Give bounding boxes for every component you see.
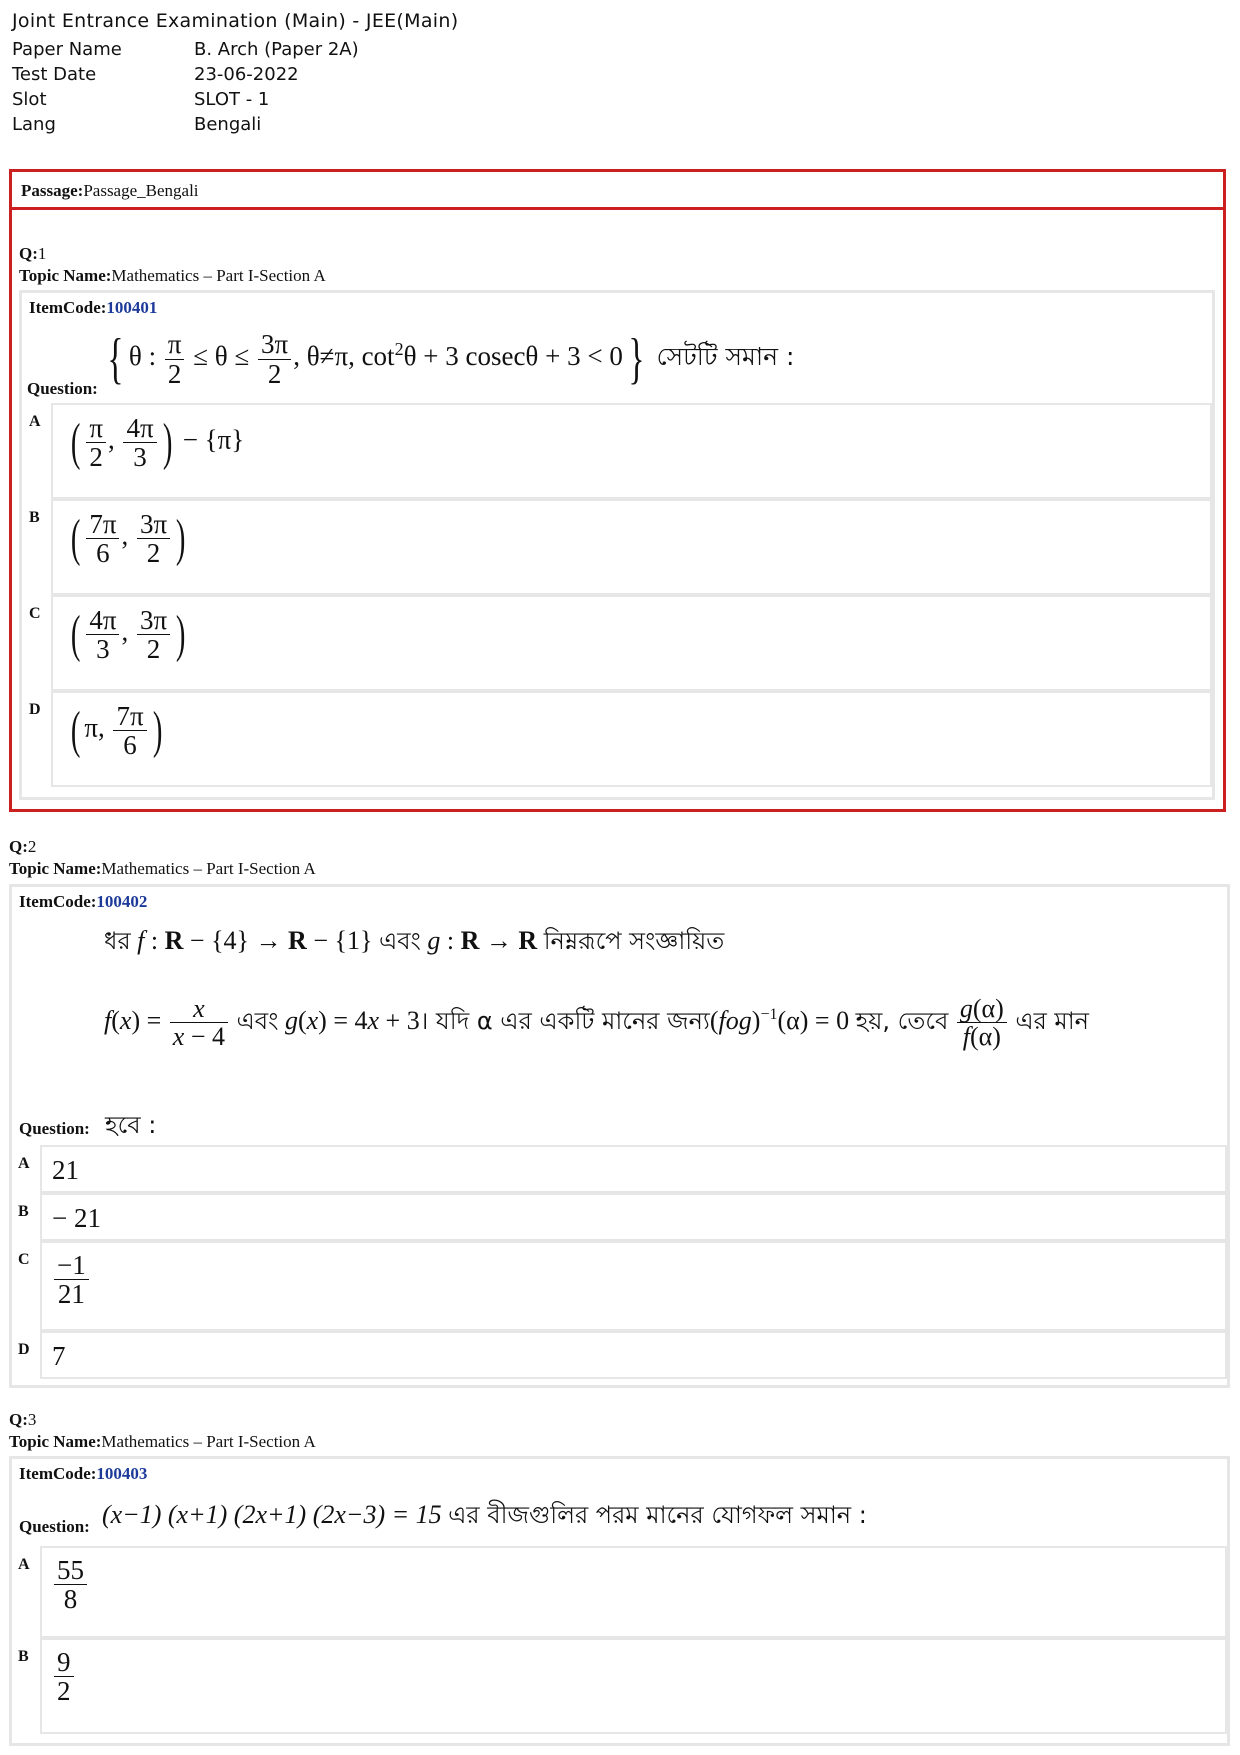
- question-2-tail: হবে :: [105, 1111, 157, 1139]
- option-letter: C: [29, 605, 41, 622]
- topic-name: Mathematics – Part I-Section A: [101, 1432, 316, 1451]
- meta-row: [12, 114, 359, 139]
- option-c[interactable]: [29, 595, 1212, 691]
- option-value: 7: [52, 1341, 66, 1371]
- option-value: ( $\frac{4\pi}{3}$ , $\frac{3\pi}{2}$ ): [70, 604, 186, 664]
- option-letter: D: [29, 701, 41, 718]
- option-value: $\frac{55}{8}$: [52, 1556, 89, 1614]
- meta-row: [12, 39, 359, 64]
- option-b[interactable]: [18, 1193, 1227, 1241]
- option-d[interactable]: [18, 1331, 1227, 1379]
- item-code: ItemCode:100403: [19, 1464, 148, 1483]
- meta-key: Test Date: [12, 64, 97, 85]
- option-value: 21: [52, 1155, 79, 1185]
- option-value: ( $\frac{\pi}{2}$ , $\frac{4\pi}{3}$ ) − {π}: [70, 412, 245, 472]
- question-3-stem: (x−1) (x+1) (2x+1) (2x−3) = 15 এর বীজগুলির পরম মানের যোগফল সমান :: [102, 1500, 867, 1529]
- q-label: Q:: [19, 244, 38, 263]
- option-a[interactable]: [18, 1546, 1227, 1638]
- question-1-stem: { θ : $\frac{\pi}{2}$ ≤ θ ≤ $\frac{3\pi}{2}$ , θ≠π, $\cot^2\theta + 3$ cosecθ + 3 < 0} সেটটি সমান :: [107, 328, 795, 390]
- topic-label: Topic Name:: [9, 1432, 102, 1451]
- item-code: ItemCode:100401: [29, 298, 158, 317]
- question-3-item: [9, 1456, 1230, 1746]
- option-letter: A: [18, 1155, 30, 1172]
- option-letter: B: [18, 1648, 29, 1665]
- option-a[interactable]: [18, 1145, 1227, 1193]
- passage-box: [9, 169, 1226, 812]
- passage-label: Passage:: [21, 181, 84, 200]
- option-letter: A: [29, 413, 41, 430]
- option-letter: D: [18, 1341, 30, 1358]
- option-d[interactable]: [29, 691, 1212, 787]
- topic-name: Mathematics – Part I-Section A: [111, 266, 326, 285]
- option-value: − 21: [52, 1203, 101, 1233]
- meta-key: Lang: [12, 114, 56, 135]
- option-letter: A: [18, 1556, 30, 1573]
- question-1-item: [19, 290, 1215, 800]
- exam-title: Joint Entrance Examination (Main) - JEE(Main): [12, 10, 459, 32]
- option-value: $\frac{9}{2}$: [52, 1648, 76, 1706]
- option-value: ( $\frac{7\pi}{6}$ , $\frac{3\pi}{2}$ ): [70, 508, 186, 568]
- stem-text: সেটটি সমান :: [656, 342, 795, 372]
- exam-header: [12, 10, 458, 139]
- question-2-line2: f(x) = $\frac{x}{x - 4}$ এবং g(x) = 4x + 3। যদি α এর একটি মানের জন্য(fog)$^{-1}$(α) = 0 হয়, তেবে $\frac{g(\alpha)}{f(\alpha)}$ এর মান: [104, 994, 1090, 1052]
- question-1-header: [19, 243, 326, 287]
- question-label: Question:: [19, 1517, 90, 1536]
- topic-label: Topic Name:: [19, 266, 112, 285]
- q-label: Q:: [9, 1410, 28, 1429]
- question-2-item: [9, 884, 1230, 1388]
- option-value: ( π, $\frac{7\pi}{6}$ ): [70, 700, 163, 760]
- meta-key: Slot: [12, 89, 47, 110]
- question-label: Question:: [19, 1119, 90, 1138]
- option-value: $\frac{-1}{21}$: [52, 1251, 91, 1309]
- option-b[interactable]: [18, 1638, 1227, 1734]
- exam-meta-table: [12, 39, 359, 139]
- meta-row: [12, 64, 359, 89]
- meta-value: B. Arch (Paper 2A): [194, 39, 359, 60]
- option-c[interactable]: [18, 1241, 1227, 1331]
- meta-value: 23-06-2022: [194, 64, 299, 85]
- option-letter: B: [18, 1203, 29, 1220]
- topic-label: Topic Name:: [9, 859, 102, 878]
- meta-value: SLOT - 1: [194, 89, 270, 110]
- passage-value: Passage_Bengali: [83, 181, 199, 200]
- q-label: Q:: [9, 837, 28, 856]
- question-label: Question:: [27, 379, 98, 398]
- q-number: 1: [37, 244, 47, 263]
- option-b[interactable]: [29, 499, 1212, 595]
- topic-name: Mathematics – Part I-Section A: [101, 859, 316, 878]
- passage-bar: [12, 172, 1223, 210]
- item-code: ItemCode:100402: [19, 892, 148, 911]
- question-2-header: [9, 836, 316, 880]
- q-number: 3: [27, 1410, 37, 1429]
- q-number: 2: [27, 837, 37, 856]
- meta-row: [12, 89, 359, 114]
- meta-value: Bengali: [194, 114, 262, 135]
- option-a[interactable]: [29, 403, 1212, 499]
- meta-key: Paper Name: [12, 39, 122, 60]
- option-letter: B: [29, 509, 40, 526]
- question-3-header: [9, 1409, 316, 1453]
- option-letter: C: [18, 1251, 30, 1268]
- question-2-line1: ধর f : R − {4} → R − {1} এবং g : R → R নিম্নরূপে সংজ্ঞায়িত: [104, 926, 725, 955]
